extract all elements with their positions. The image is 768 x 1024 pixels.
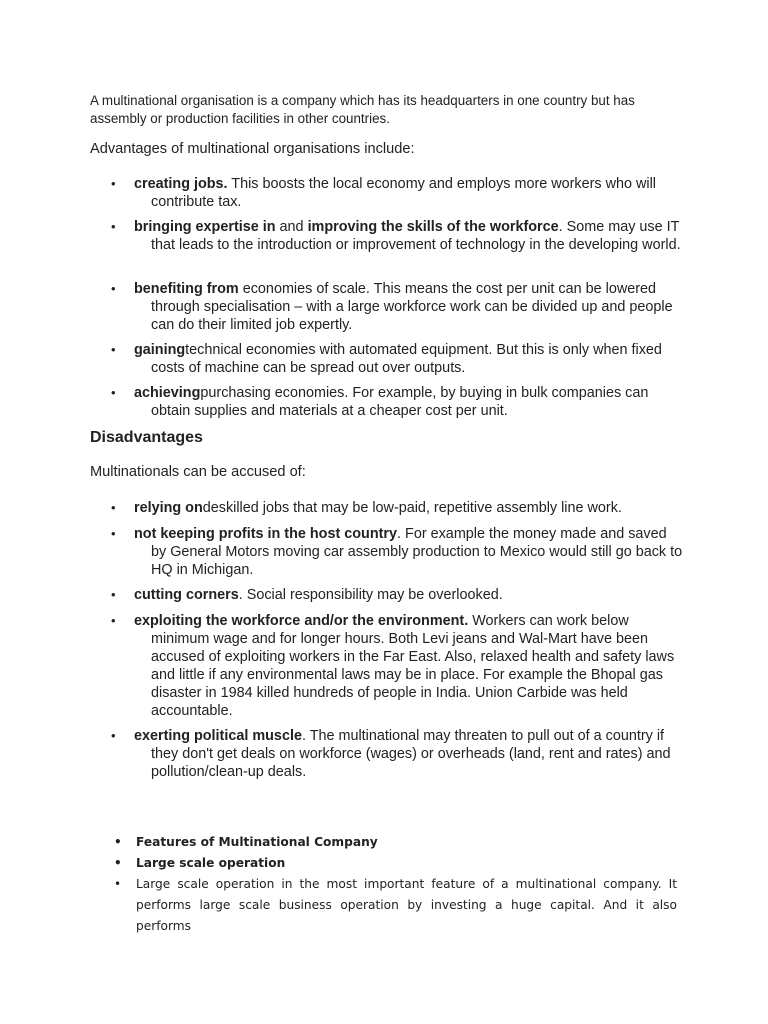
list-item — [111, 341, 683, 377]
item-text: . Some may use IT that leads to the introduction or improvement of technology in the developing world. — [151, 219, 681, 253]
list-item — [114, 853, 677, 874]
item-text: This boosts the local economy and employs more workers who will contribute tax. — [151, 176, 656, 210]
item-text: deskilled jobs that may be low-paid, repetitive assembly line work. — [202, 500, 622, 516]
bullet-icon: • — [111, 219, 116, 234]
list-item — [111, 499, 683, 517]
item-bold: bringing expertise in — [134, 219, 276, 235]
list-item — [111, 280, 683, 334]
item-bold: exploiting the workforce and/or the environment. — [134, 613, 469, 629]
bullet-icon: • — [111, 385, 116, 400]
item-bold: not keeping profits in the host country — [134, 526, 398, 542]
item-bold: improving the skills of the workforce — [307, 219, 559, 235]
list-item — [114, 832, 677, 853]
item-text: . Social responsibility may be overlooked. — [238, 587, 503, 603]
list-item — [111, 175, 683, 211]
disadvantages-lead: Multinationals can be accused of: — [90, 464, 306, 480]
disadvantages-heading: Disadvantages — [90, 429, 203, 446]
item-text: . The multinational may threaten to pull out of a country if they don't get deals on workforce (wages) or overheads (land, rent and rates) and pollution/clean-up deals. — [151, 728, 671, 780]
bullet-icon: • — [114, 856, 122, 870]
item-text: Workers can work below minimum wage and for longer hours. Both Levi jeans and Wal-Mart have been accused of exploiting workers in the Far East. Also, relaxed health and safety laws and little if any environmental laws may be in place. For example the Bhopal gas disaster in 1984 killed hundreds of people in India. Union Carbide was held accountable. — [151, 613, 675, 719]
bullet-icon: • — [114, 877, 122, 891]
list-item — [111, 612, 683, 720]
item-bold: exerting political muscle — [134, 728, 302, 744]
item-text: . For example the money made and saved by General Motors moving car assembly production to Mexico would still go back to HQ in Michigan. — [151, 526, 683, 578]
bullet-icon: • — [111, 342, 116, 357]
item-text: technical economies with automated equipment. But this is only when fixed costs of machine can be spread out over outputs. — [151, 342, 662, 376]
item-text: purchasing economies. For example, by buying in bulk companies can obtain supplies and materials at a cheaper cost per unit. — [151, 385, 649, 419]
item-text: economies of scale. This means the cost per unit can be lowered through specialisation – with a large workforce work can be divided up and people can do their limited job expertly. — [151, 281, 673, 333]
bullet-icon: • — [111, 587, 116, 602]
bullet-icon: • — [111, 281, 116, 296]
item-bold: creating jobs. — [134, 176, 228, 192]
bullet-icon: • — [111, 176, 116, 191]
advantages-lead: Advantages of multinational organisations include: — [90, 141, 415, 157]
bullet-icon: • — [111, 526, 116, 541]
item-text: Features of Multinational Company — [136, 835, 378, 849]
intro-paragraph: A multinational organisation is a company which has its headquarters in one country but has assembly or production facilities in other countries. — [90, 93, 635, 126]
item-text: and — [275, 219, 308, 235]
bullet-icon: • — [114, 835, 122, 849]
item-bold: gaining — [134, 342, 186, 358]
list-item — [111, 586, 683, 604]
list-item — [111, 384, 683, 420]
list-item — [111, 525, 683, 579]
bullet-icon: • — [111, 613, 116, 628]
item-text: Large scale operation in the most important feature of a multinational company. It performs large scale business operation by investing a huge capital. And it also performs — [136, 877, 677, 933]
item-bold: relying on — [134, 500, 203, 516]
item-bold: achieving — [134, 385, 201, 401]
list-item — [114, 874, 677, 937]
item-bold: cutting corners — [134, 587, 239, 603]
list-item — [111, 218, 683, 254]
bullet-icon: • — [111, 500, 116, 515]
item-text: Large scale operation — [136, 856, 286, 870]
bullet-icon: • — [111, 728, 116, 743]
item-bold: benefiting from — [134, 281, 239, 297]
list-item — [111, 727, 683, 781]
